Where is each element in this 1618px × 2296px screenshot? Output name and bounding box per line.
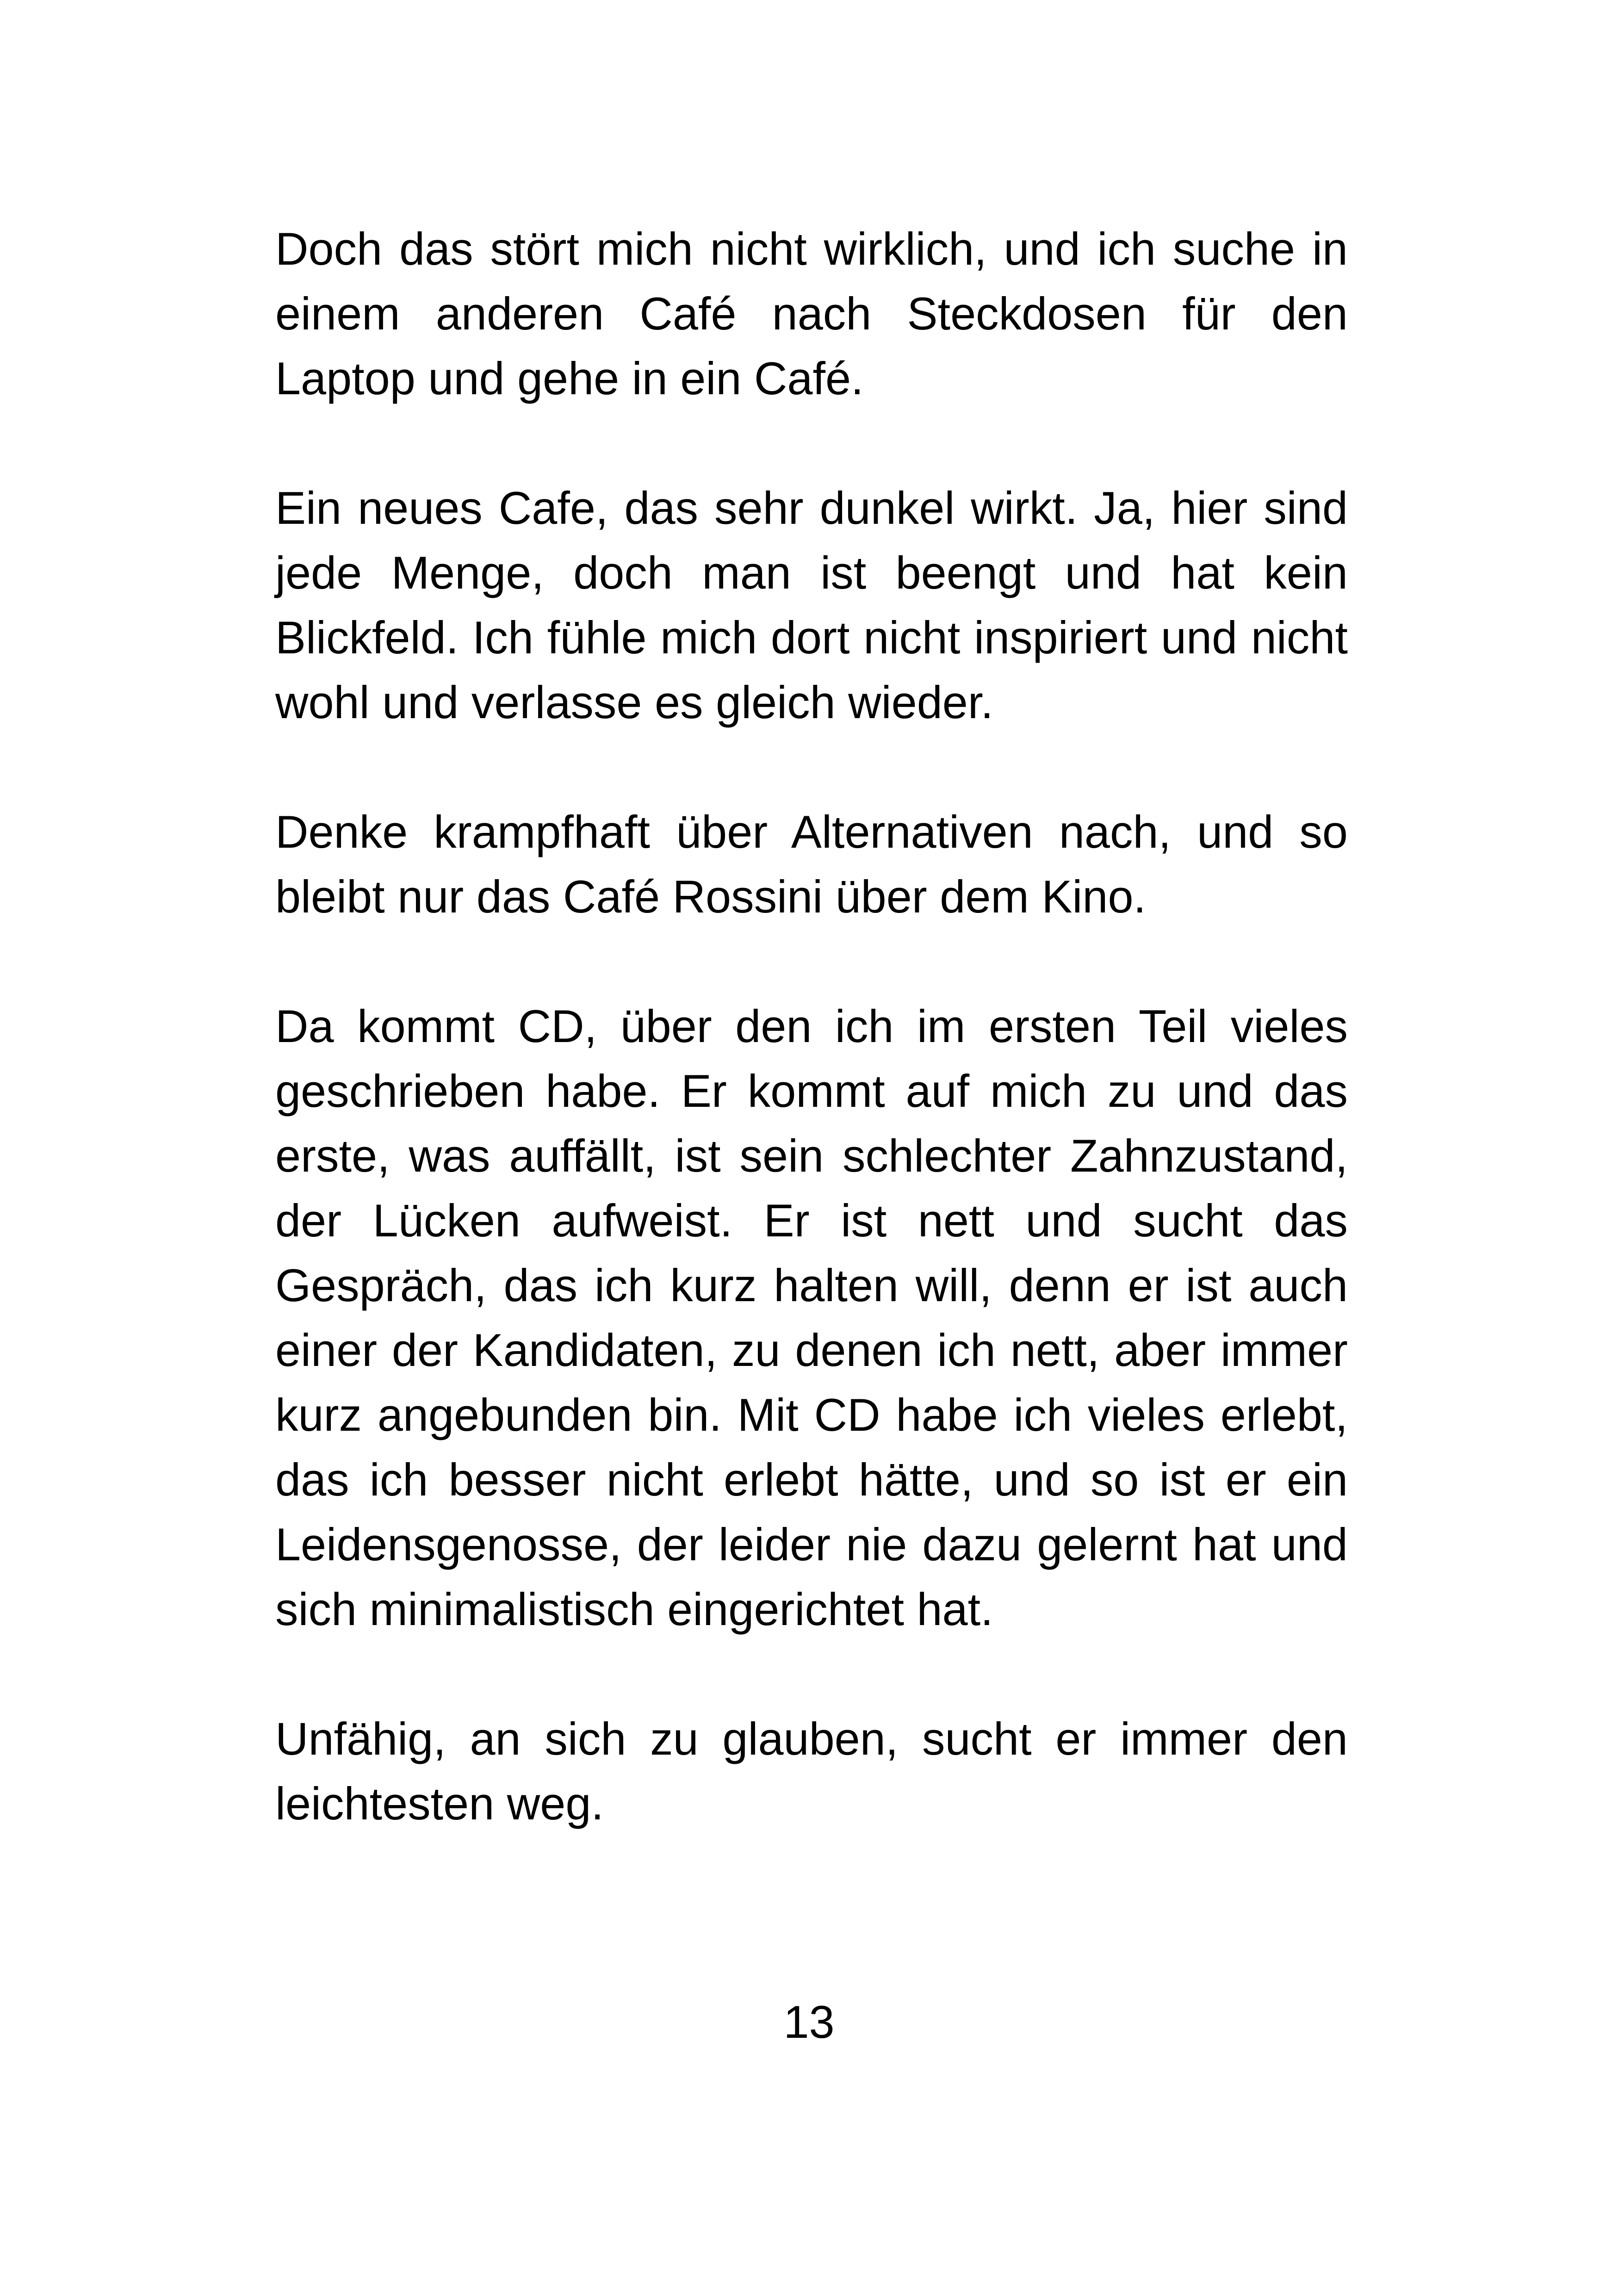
body-text [275,217,1348,1901]
paragraph-2: Ein neues Cafe, das sehr dunkel wirkt. Ja, hier sind jede Menge, doch man ist beengt und hat kein Blickfeld. Ich fühle mich dort nicht inspiriert und nicht wohl und verlasse es gleich wieder. [275,482,1348,728]
page-number: 13 [783,1996,835,2048]
paragraph-3: Denke krampfhaft über Alternativen nach, und so bleibt nur das Café Rossini über dem Kino. [275,806,1348,922]
paragraph-4: Da kommt CD, über den ich im ersten Teil vieles geschrieben habe. Er kommt auf mich zu und das erste, was auffällt, ist sein schlechter Zahnzustand, der Lücken aufweist. Er ist nett und sucht das Gespräch, das ich kurz halten will, denn er ist auch einer der Kandidaten, zu denen ich nett, aber immer kurz angebunden bin. Mit CD habe ich vieles erlebt, das ich besser nicht erlebt hätte, und so ist er ein Leidensgenosse, der leider nie dazu gelernt hat und sich minimalistisch eingerichtet hat. [275,1000,1348,1635]
paragraph-5: Unfähig, an sich zu glauben, sucht er immer den leichtesten weg. [275,1713,1348,1829]
paragraph-1: Doch das stört mich nicht wirklich, und ich suche in einem anderen Café nach Steckdosen für den Laptop und gehe in ein Café. [275,223,1348,404]
